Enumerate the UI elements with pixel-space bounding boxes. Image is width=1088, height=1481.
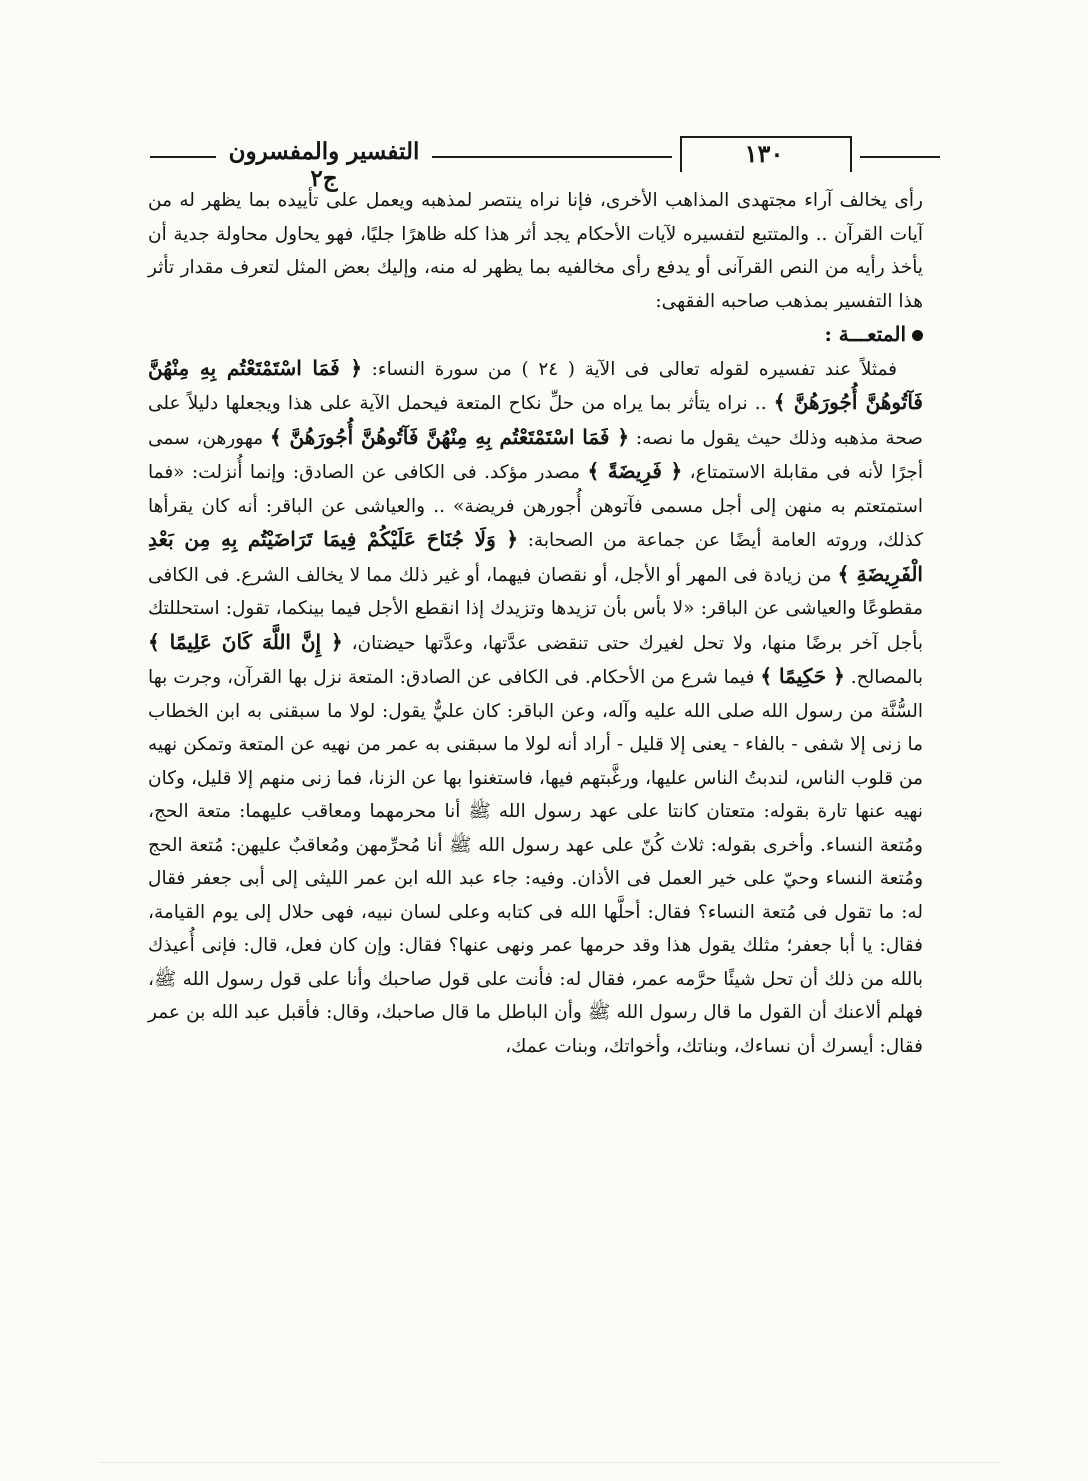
section-heading [148, 318, 923, 352]
section-heading-text: المتعـــة : [824, 322, 906, 346]
text-run: من زيادة فى المهر أو الأجل، أو نقصان فيهما، أو غير ذلك مما لا يخالف الشرع. فى الكافى مقطوعًا والعياشى عن الباقر: «لا بأس بأن تزيدها وتزيدك إذا انقطع الأجل فيما بينكما، تقول: استحللتك بأجل آخر برضًا منها، ولا تحل لغيرك حتى تنقضى عدَّتها، وعدَّتها حيضتان، [148, 564, 923, 654]
scan-edge-line [100, 1462, 1000, 1463]
text-run: مهورهن، سمى أجرًا لأنه فى مقابلة الاستمتاع، [148, 427, 923, 483]
header-rule-middle [432, 156, 672, 158]
quran-quote: ﴿ فَمَا اسْتَمْتَعْتُم بِهِ مِنْهُنَّ فَآتُوهُنَّ أُجُورَهُنَّ ﴾ [148, 355, 923, 414]
quran-quote: ﴿ حَكِيمًا ﴾ [760, 664, 845, 688]
header-rule-right [860, 156, 940, 158]
header-rule-left [150, 156, 216, 158]
bullet-icon [912, 330, 923, 341]
body-text [148, 184, 923, 1063]
text-run: .. نراه يتأثر بما يراه من حلِّ نكاح المتعة فيحمل الآية على هذا ويجعلها دليلاً على صحة مذهبه وذلك حيث يقول ما نصه: [148, 393, 923, 449]
text-run: فمثلاً عند تفسيره لقوله تعالى فى الآية ( ٢٤ ) من سورة النساء: [362, 358, 897, 380]
text-run: بالمصالح. [844, 667, 924, 688]
text-run: فيما شرع من الأحكام. فى الكافى عن الصادق: المتعة نزل بها القرآن، وجرت بها السُّنَّة من رسول الله صلى الله عليه وآله، وعن الباقر: كان عليٌّ يقول: لولا ما سبقنى به ابن الخطاب ما زنى إلا شفى - بالفاء - يعنى إلا قليل - أراد أنه لولا ما سبقنى به عمر من نهيه عن المتعة وتمكن نهيه من قلوب الناس، لندبتُ الناس عليها، ورغَّبتهم فيها، فاستغنوا بها عن الزنا، فما زنى منهم إلا قليل، وكان نهيه عنها تارة بقوله: متعتان كانتا على عهد رسول الله ﷺ أنا محرمهما ومعاقب عليهما: متعة الحج، ومُتعة النساء. وأخرى بقوله: ثلاث كُنّ على عهد رسول الله ﷺ أنا مُحرِّمهن ومُعاقبٌ عليهن: مُتعة الحج ومُتعة النساء وحيّ على خير العمل فى الأذان. وفيه: جاء عبد الله ابن عمر الليثى إلى أبى جعفر فقال له: ما تقول فى مُتعة النساء؟ فقال: أحلَّها الله فى كتابه وعلى لسان نبيه، فهى حلال إلى يوم القيامة، فقال: يا أبا جعفر؛ مثلك يقول هذا وقد حرمها عمر ونهى عنها؟ فقال: وإن كان فعل، قال: فإنى أُعيذك بالله من ذلك أن تحل شيئًا حرَّمه عمر، فقال له: فأنت على قول صاحبك وأنا على قول رسول الله ﷺ، فهلم ألاعنك أن القول ما قال رسول الله ﷺ وأن الباطل ما قال صاحبك، وقال: فأقبل عبد الله بن عمر فقال: أيسرك أن نساءك، وبناتك، وأخواتك، وبنات عمك، [148, 667, 923, 1057]
page-header [150, 136, 940, 192]
running-title: التفسير والمفسرون ج٢ [228, 138, 420, 192]
intro-paragraph: رأى يخالف آراء مجتهدى المذاهب الأخرى، فإنا نراه ينتصر لمذهبه ويعمل على تأييده بما يظهر له من آيات القرآن .. والمتتبع لتفسيره لآيات الأحكام يجد أثر هذا كله ظاهرًا جليًا، فهو يحاول محاولة جدية أن يأخذ رأيه من النص القرآنى أو يدفع رأى مخالفيه بما يظهر له منه، وإليك بعض المثل لتعرف مقدار تأثر هذا التفسير بمذهب صاحبه الفقهى: [148, 190, 923, 312]
page-number: ١٣٠ [744, 139, 784, 168]
quran-quote: ﴿ فَرِيضَةً ﴾ [587, 459, 683, 483]
quran-quote: ﴿ إِنَّ اللَّهَ كَانَ عَلِيمًا ﴾ [148, 629, 343, 654]
mutah-paragraph [148, 352, 923, 1064]
quran-quote: ﴿ فَمَا اسْتَمْتَعْتُم بِهِ مِنْهُنَّ فَآتُوهُنَّ أُجُورَهُنَّ ﴾ [269, 424, 630, 449]
text-run: مصدر مؤكد. فى الكافى عن الصادق: وإنما أُنزلت: «فما استمتعتم به منهن إلى أجل مسمى فآتوهن أُجورهن فريضة» .. والعياشى عن الباقر: أنه كان يقرأها كذلك، وروته العامة أيضًا عن جماعة من الصحابة: [148, 462, 923, 551]
quran-quote: ﴿ وَلَا جُنَاحَ عَلَيْكُمْ فِيمَا تَرَاضَيْتُم بِهِ مِن بَعْدِ الْفَرِيضَةِ ﴾ [148, 527, 923, 586]
